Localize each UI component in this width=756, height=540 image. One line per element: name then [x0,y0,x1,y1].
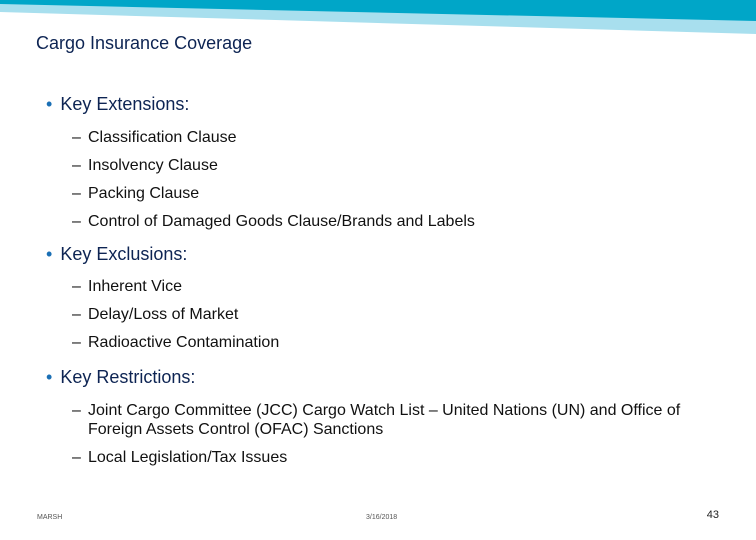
dash: – [72,213,81,230]
list-item [72,305,238,324]
section-heading [46,94,189,115]
section-heading [46,367,195,388]
dash: – [72,449,81,466]
list-item [72,401,698,439]
bullet: • [46,367,53,387]
list-item [72,333,279,352]
dash: – [72,185,81,202]
item-text: Delay/Loss of Market [88,306,239,323]
bullet: • [46,94,53,114]
list-item [72,277,182,296]
item-text: Inherent Vice [88,278,182,295]
slide-title: Cargo Insurance Coverage [36,33,253,53]
list-item [72,212,475,231]
heading-text: Key Exclusions: [60,244,188,264]
item-text: Insolvency Clause [88,157,218,174]
item-text: Radioactive Contamination [88,334,280,351]
item-text: Control of Damaged Goods Clause/Brands and Labels [88,213,475,230]
dash: – [72,402,81,419]
item-text: Local Legislation/Tax Issues [88,449,288,466]
dash: – [72,306,81,323]
heading-text: Key Restrictions: [60,367,196,387]
section-heading [46,244,187,265]
footer-brand: MARSH [37,514,63,521]
bullet: • [46,244,53,264]
heading-text: Key Extensions: [60,94,190,114]
list-item [72,128,237,147]
item-text: Joint Cargo Committee (JCC) Cargo Watch List – United Nations (UN) and Office of Foreign Assets Control (OFAC) Sanctions [88,402,681,438]
item-text: Packing Clause [88,185,200,202]
footer-date: 3/16/2018 [366,514,398,521]
page-number: 43 [706,509,719,521]
list-item [72,184,199,203]
dash: – [72,334,81,351]
dash: – [72,278,81,295]
list-item [72,448,287,467]
dash: – [72,129,81,146]
item-text: Classification Clause [88,129,237,146]
list-item [72,156,218,175]
dash: – [72,157,81,174]
